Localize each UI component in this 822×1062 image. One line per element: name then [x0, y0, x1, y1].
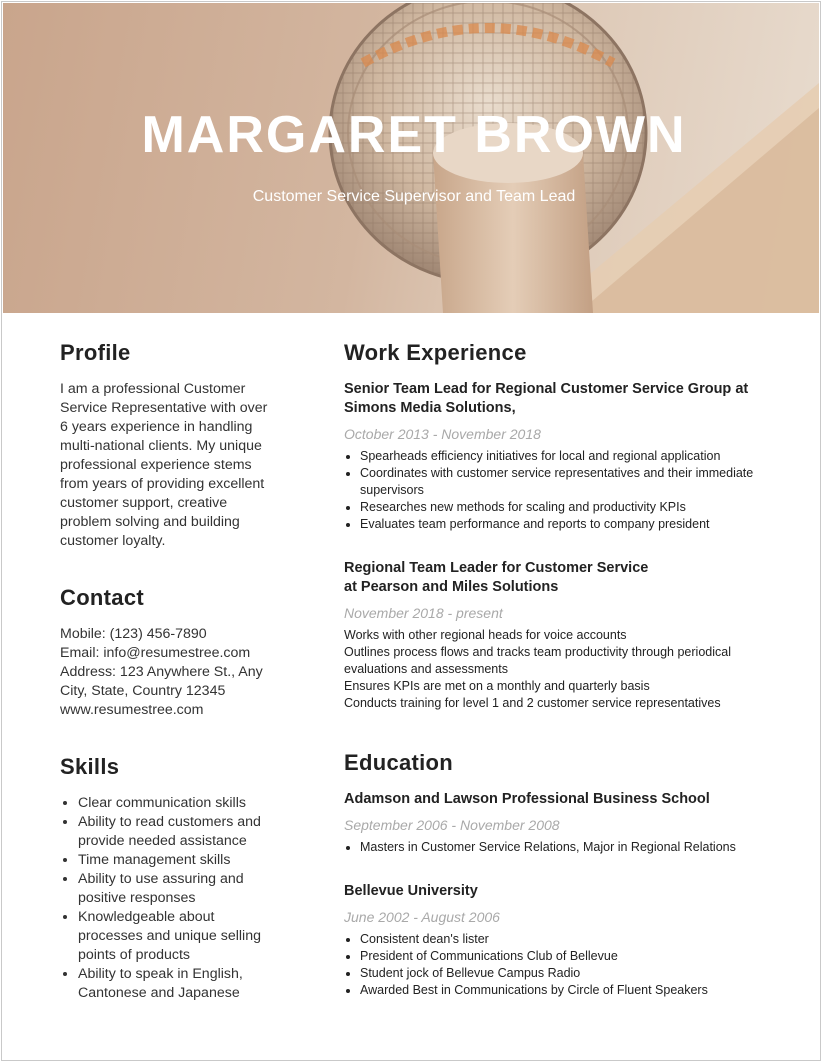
- candidate-title: Customer Service Supervisor and Team Lead: [252, 188, 576, 205]
- contact-section: [60, 585, 275, 720]
- duty-item: • Spearheads efficiency initiatives for local and regional application: [360, 448, 764, 465]
- job-duties: [344, 448, 764, 533]
- duty-item: Outlines process flows and tracks team productivity through periodical evaluations and assessments: [344, 645, 731, 676]
- duty-item: Conducts training for level 1 and 2 customer service representatives: [344, 696, 721, 710]
- school-entry: [344, 790, 764, 856]
- skill-item: • Knowledgeable about processes and unique selling points of products: [78, 908, 275, 965]
- work-heading: Work Experience: [344, 340, 527, 365]
- school-dates: June 2002 - August 2006: [344, 909, 500, 925]
- candidate-name: MARGARET BROWN: [141, 106, 687, 164]
- contact-address: Address: 123 Anywhere St., Any City, State, Country 12345: [60, 664, 263, 699]
- school-item: • Masters in Customer Service Relations, Major in Regional Relations: [360, 839, 764, 856]
- school-name: Bellevue University: [344, 883, 478, 899]
- school-items: [344, 931, 764, 999]
- duty-item: • Evaluates team performance and reports to company president: [360, 516, 764, 533]
- school-item: • Student jock of Bellevue Campus Radio: [360, 965, 764, 982]
- skill-item: • Clear communication skills: [78, 794, 275, 813]
- school-entry: [344, 882, 764, 999]
- contact-email: Email: info@resumestree.com: [60, 645, 251, 661]
- school-items: [344, 839, 764, 856]
- header-banner: [3, 3, 819, 313]
- duty-item: • Researches new methods for scaling and productivity KPIs: [360, 499, 764, 516]
- profile-heading: Profile: [60, 340, 131, 365]
- education-section: [344, 750, 764, 999]
- school-name: Adamson and Lawson Professional Business School: [344, 791, 710, 807]
- education-heading: Education: [344, 750, 454, 775]
- skills-heading: Skills: [60, 754, 120, 779]
- job-dates: November 2018 - present: [344, 605, 503, 621]
- school-item: • Awarded Best in Communications by Circle of Fluent Speakers: [360, 982, 764, 999]
- school-item: • President of Communications Club of Bellevue: [360, 948, 764, 965]
- skill-item: • Time management skills: [78, 851, 275, 870]
- right-column: [344, 340, 764, 1025]
- profile-section: [60, 340, 275, 551]
- skills-list: [60, 794, 275, 1003]
- profile-text: I am a professional Customer Service Representative with over 6 years experience in handling multi-national clients. My unique professional experience stems from years of providing excellent customer support, creative problem solving and building customer loyalty.: [60, 381, 268, 549]
- job-dates: October 2013 - November 2018: [344, 426, 541, 442]
- school-item: • Consistent dean's lister: [360, 931, 764, 948]
- job-entry: [344, 559, 764, 712]
- duty-item: • Coordinates with customer service representatives and their immediate supervisors: [360, 465, 764, 499]
- contact-heading: Contact: [60, 585, 144, 610]
- skill-item: • Ability to speak in English, Cantonese and Japanese: [78, 965, 275, 1003]
- job-duties: [344, 627, 764, 712]
- skills-section: [60, 754, 275, 1003]
- skill-item: • Ability to read customers and provide needed assistance: [78, 813, 275, 851]
- job-title: Senior Team Lead for Regional Customer Service Group at Simons Media Solutions,: [344, 381, 749, 416]
- contact-website: www.resumestree.com: [60, 702, 204, 718]
- contact-mobile: Mobile: (123) 456-7890: [60, 626, 207, 642]
- duty-item: Ensures KPIs are met on a monthly and quarterly basis: [344, 679, 650, 693]
- skill-item: • Ability to use assuring and positive responses: [78, 870, 275, 908]
- job-title: Regional Team Leader for Customer Service at Pearson and Miles Solutions: [344, 560, 649, 595]
- job-entry: [344, 380, 764, 533]
- duty-item: Works with other regional heads for voice accounts: [344, 628, 627, 642]
- left-column: [60, 340, 275, 1033]
- school-dates: September 2006 - November 2008: [344, 817, 560, 833]
